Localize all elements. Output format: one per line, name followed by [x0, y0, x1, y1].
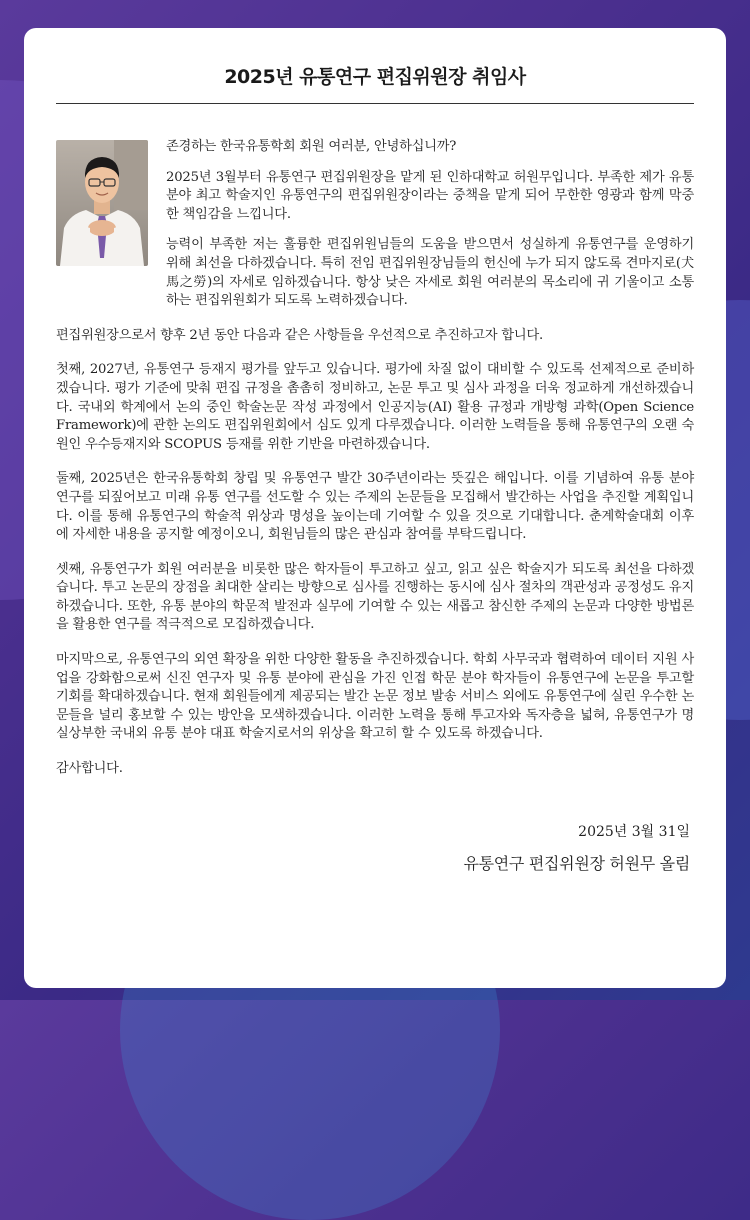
- plan-intro-paragraph: 편집위원장으로서 향후 2년 동안 다음과 같은 사항들을 우선적으로 추진하고자 합니다.: [56, 327, 543, 343]
- portrait-illustration: [56, 140, 148, 266]
- intro-section: [56, 138, 694, 311]
- signature-date: 2025년 3월 31일: [578, 823, 690, 840]
- signature-block: [56, 821, 694, 874]
- closing-paragraph: 감사합니다.: [56, 761, 123, 777]
- third-plan-paragraph: 셋째, 유통연구가 회원 여러분을 비롯한 많은 학자들이 투고하고 싶고, 읽고 싶은 학술지가 되도록 최선을 다하겠습니다. 투고 논문의 장점을 최대한 살리는 방향으로 심사를 진행하는 동시에 심사 절차의 객관성과 공정성도 유지하겠습니다. 또한, 유통 분야의 학문적 발전과 실무에 기여할 수 있는 새롭고 참신한 주제의 논문과 다양한 방법론을 활용한 연구를 적극적으로 모집하겠습니다.: [56, 561, 694, 633]
- portrait-photo: [56, 140, 148, 266]
- greeting-paragraph: 존경하는 한국유통학회 회원 여러분, 안녕하십니까?: [166, 139, 457, 154]
- final-plan-paragraph: 마지막으로, 유통연구의 외연 확장을 위한 다양한 활동을 추진하겠습니다. 학회 사무국과 협력하여 데이터 지원 사업을 강화함으로써 신진 연구자 및 유통 분야에 관심을 가진 인접 학문 분야 학자들이 유통연구에 논문을 투고할 기회를 확대하겠습니다. 현재 회원들에게 제공되는 발간 논문 정보 발송 서비스 외에도 유통연구에 실린 우수한 논문들을 널리 홍보할 수 있는 방안을 모색하겠습니다. 이러한 노력을 통해 투고자와 독자층을 넓혀, 유통연구가 명실상부한 국내외 유통 분야 대표 학술지로서의 위상을 확고히 할 수 있도록 하겠습니다.: [56, 652, 694, 742]
- letter-card: [24, 28, 726, 988]
- second-plan-paragraph: 둘째, 2025년은 한국유통학회 창립 및 유통연구 발간 30주년이라는 뜻깊은 해입니다. 이를 기념하여 유통 분야 연구를 되짚어보고 미래 유통 연구를 선도할 수 있는 주제의 논문들을 모집해서 발간하는 사업을 추진할 계획입니다. 이를 통해 유통연구의 학술적 위상과 명성을 높이는데 기여할 수 있을 것으로 기대합니다. 춘계학술대회 이후에 자세한 내용을 공지할 예정이오니, 회원님들의 많은 관심과 참여를 부탁드립니다.: [56, 471, 694, 543]
- signature-name: 유통연구 편집위원장 허원무 올림: [463, 853, 690, 873]
- intro-text: [166, 138, 694, 311]
- intro-paragraph: 2025년 3월부터 유통연구 편집위원장을 맡게 된 인하대학교 허원무입니다. 부족한 제가 유통 분야 최고 학술지인 유통연구의 편집위원장이라는 중책을 맡게 되어 무한한 영광과 함께 막중한 책임감을 느낍니다.: [166, 169, 694, 222]
- title-divider: [56, 103, 694, 104]
- commitment-paragraph: 능력이 부족한 저는 훌륭한 편집위원님들의 도움을 받으면서 성실하게 유통연구를 운영하기 위해 최선을 다하겠습니다. 특히 전임 편집위원장님들의 헌신에 누가 되지 않도록 견마지로(犬馬之勞)의 자세로 임하겠습니다. 항상 낮은 자세로 회원 여러분의 목소리에 귀 기울이고 소통하는 편집위원회가 되도록 노력하겠습니다.: [166, 237, 694, 309]
- first-plan-paragraph: 첫째, 2027년, 유통연구 등재지 평가를 앞두고 있습니다. 평가에 차질 없이 대비할 수 있도록 선제적으로 준비하겠습니다. 평가 기준에 맞춰 편집 규정을 촘촘히 정비하고, 논문 투고 및 심사 과정을 더욱 정교하게 개선하겠습니다. 국내외 학계에서 논의 중인 학술논문 작성 과정에서 인공지능(AI) 활용 규정과 개방형 과학(Open Science Framework)에 관한 논의도 편집위원회에서 심도 있게 다루겠습니다. 이러한 노력들을 통해 유통연구의 오랜 숙원인 우수등재지와 SCOPUS 등재를 위한 기반을 마련하겠습니다.: [56, 362, 694, 452]
- page-title: 2025년 유통연구 편집위원장 취임사: [224, 66, 526, 88]
